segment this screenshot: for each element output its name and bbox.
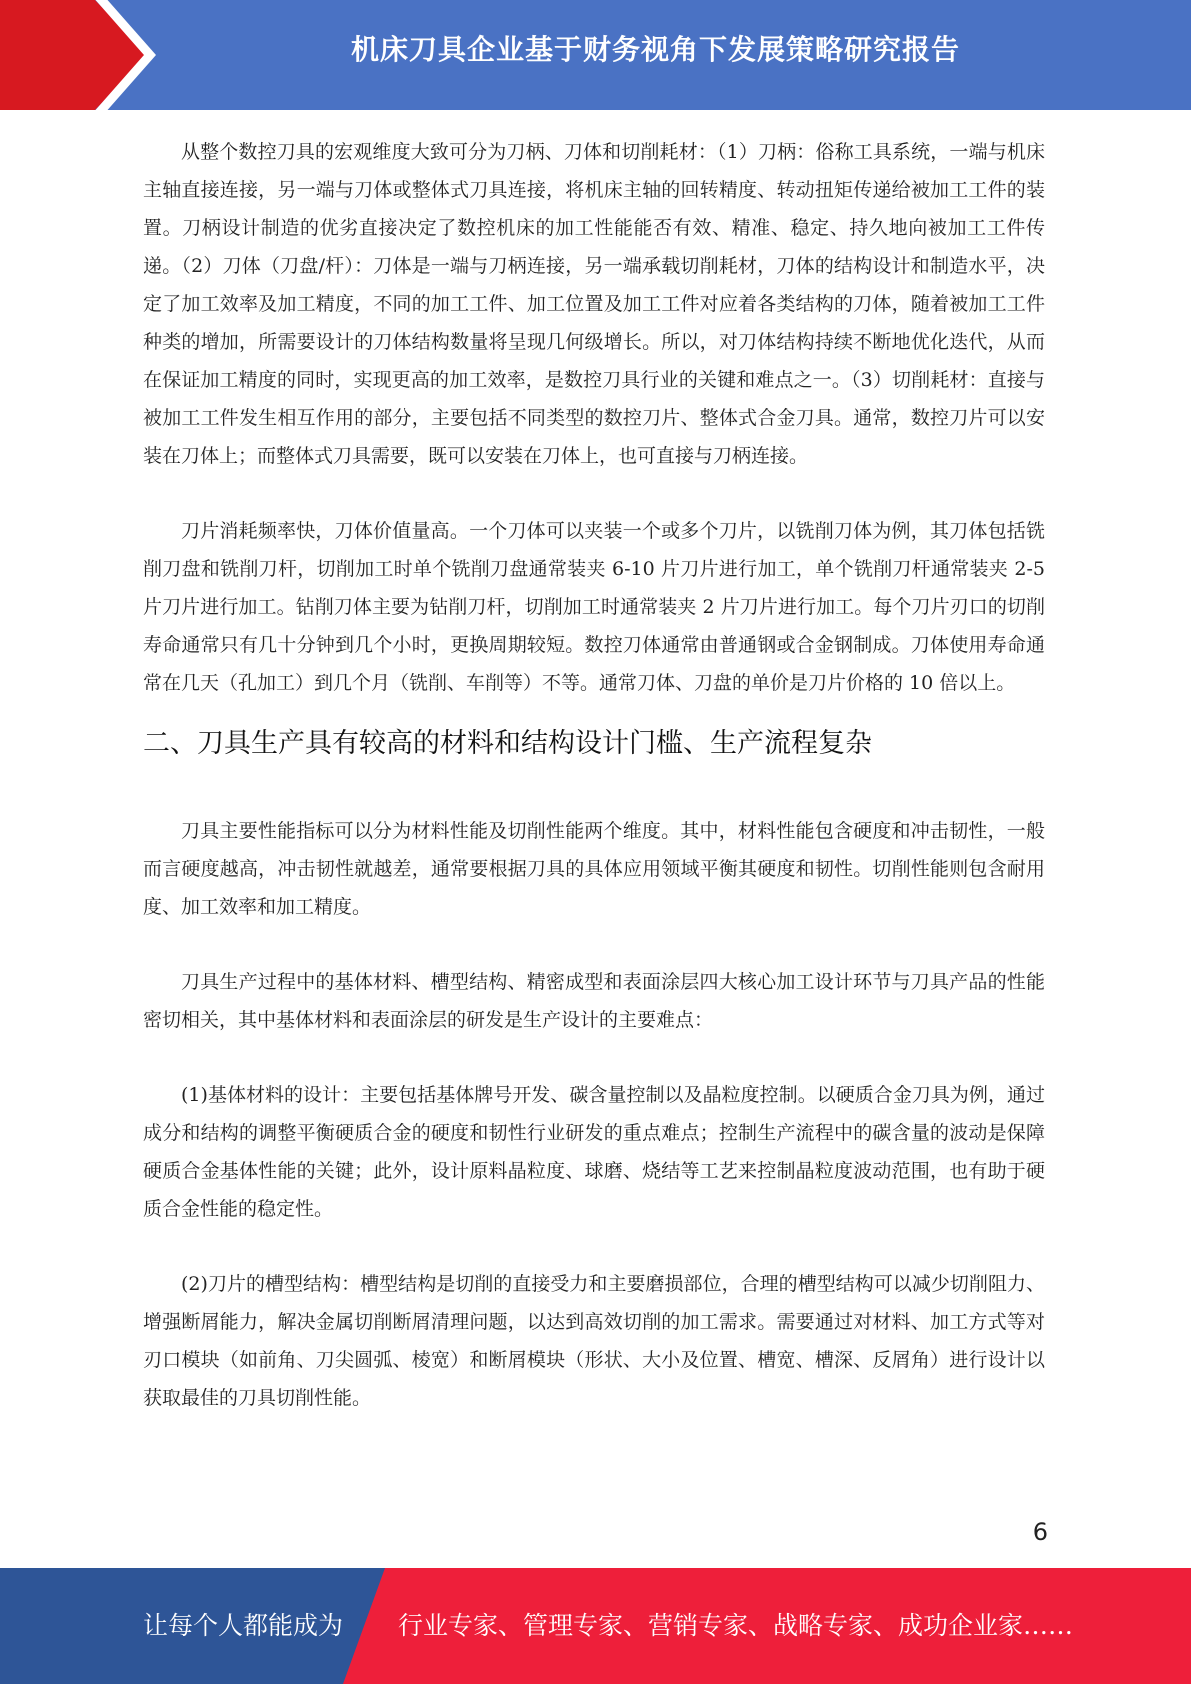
main-content bbox=[143, 133, 1045, 1417]
header-red-chevron-icon bbox=[0, 0, 170, 110]
chevron-red-shape bbox=[0, 0, 148, 110]
section-heading: 二、刀具生产具有较高的材料和结构设计门槛、生产流程复杂 bbox=[143, 728, 872, 759]
footer-slogan-left: 让每个人都能成为 bbox=[143, 1611, 344, 1640]
page-number: 6 bbox=[1032, 1518, 1048, 1546]
paragraph-gap bbox=[143, 926, 1045, 963]
paragraph-gap bbox=[143, 1228, 1045, 1265]
paragraph-performance-indicators: 刀具主要性能指标可以分为材料性能及切削性能两个维度。其中，材料性能包含硬度和冲击韧性，一般而言硬度越高，冲击韧性就越差，通常要根据刀具的具体应用领域平衡其硬度和韧性。切削性能则包含耐用度、加工效率和加工精度。 bbox=[143, 820, 1045, 918]
paragraph-production-process: 刀具生产过程中的基体材料、槽型结构、精密成型和表面涂层四大核心加工设计环节与刀具产品的性能密切相关，其中基体材料和表面涂层的研发是生产设计的主要难点： bbox=[143, 971, 1045, 1031]
page-header bbox=[0, 0, 1191, 110]
document-title: 机床刀具企业基于财务视角下发展策略研究报告 bbox=[350, 33, 960, 66]
paragraph-blade-consumption: 刀片消耗频率快，刀体价值量高。一个刀体可以夹装一个或多个刀片，以铣削刀体为例，其刀体包括铣削刀盘和铣削刀杆，切削加工时单个铣削刀盘通常装夹 6-10 片刀片进行加工，单个铣削刀杆通常装夹 2-5 片刀片进行加工。钻削刀体主要为钻削刀杆，切削加工时通常装夹 2 片刀片进行加工。每个刀片刃口的切削寿命通常只有几十分钟到几个小时，更换周期较短。数控刀体通常由普通钢或合金钢制成。刀体使用寿命通常在几天（孔加工）到几个月（铣削、车削等）不等。通常刀体、刀盘的单价是刀片价格的 10 倍以上。 bbox=[143, 520, 1045, 694]
paragraph-tool-structure: 从整个数控刀具的宏观维度大致可分为刀柄、刀体和切削耗材：（1）刀柄：俗称工具系统，一端与机床主轴直接连接，另一端与刀体或整体式刀具连接，将机床主轴的回转精度、转动扭矩传递给被加工工件的装置。刀柄设计制造的优劣直接决定了数控机床的加工性能能否有效、精准、稳定、持久地向被加工工件传递。（2）刀体（刀盘/杆）：刀体是一端与刀柄连接，另一端承载切削耗材，刀体的结构设计和制造水平，决定了加工效率及加工精度，不同的加工工件、加工位置及加工工件对应着各类结构的刀体，随着被加工工件种类的增加，所需要设计的刀体结构数量将呈现几何级增长。所以，对刀体结构持续不断地优化迭代，从而在保证加工精度的同时，实现更高的加工效率，是数控刀具行业的关键和难点之一。（3）切削耗材：直接与被加工工件发生相互作用的部分，主要包括不同类型的数控刀片、整体式合金刀具。通常，数控刀片可以安装在刀体上；而整体式刀具需要，既可以安装在刀体上，也可直接与刀柄连接。 bbox=[143, 141, 1045, 467]
page-footer bbox=[0, 1568, 1191, 1684]
footer-slogan-right: 行业专家、管理专家、营销专家、战略专家、成功企业家…… bbox=[398, 1611, 1074, 1640]
paragraph-gap bbox=[143, 475, 1045, 512]
paragraph-gap bbox=[143, 1039, 1045, 1076]
paragraph-groove-structure: (2)刀片的槽型结构：槽型结构是切削的直接受力和主要磨损部位，合理的槽型结构可以减少切削阻力、增强断屑能力，解决金属切削断屑清理问题，以达到高效切削的加工需求。需要通过对材料、加工方式等对刃口模块（如前角、刀尖圆弧、棱宽）和断屑模块（形状、大小及位置、槽宽、槽深、反屑角）进行设计以获取最佳的刀具切削性能。 bbox=[143, 1273, 1045, 1409]
paragraph-substrate-design: (1)基体材料的设计：主要包括基体牌号开发、碳含量控制以及晶粒度控制。以硬质合金刀具为例，通过成分和结构的调整平衡硬质合金的硬度和韧性行业研发的重点难点；控制生产流程中的碳含量的波动是保障硬质合金基体性能的关键；此外，设计原料晶粒度、球磨、烧结等工艺来控制晶粒度波动范围，也有助于硬质合金性能的稳定性。 bbox=[143, 1084, 1045, 1220]
